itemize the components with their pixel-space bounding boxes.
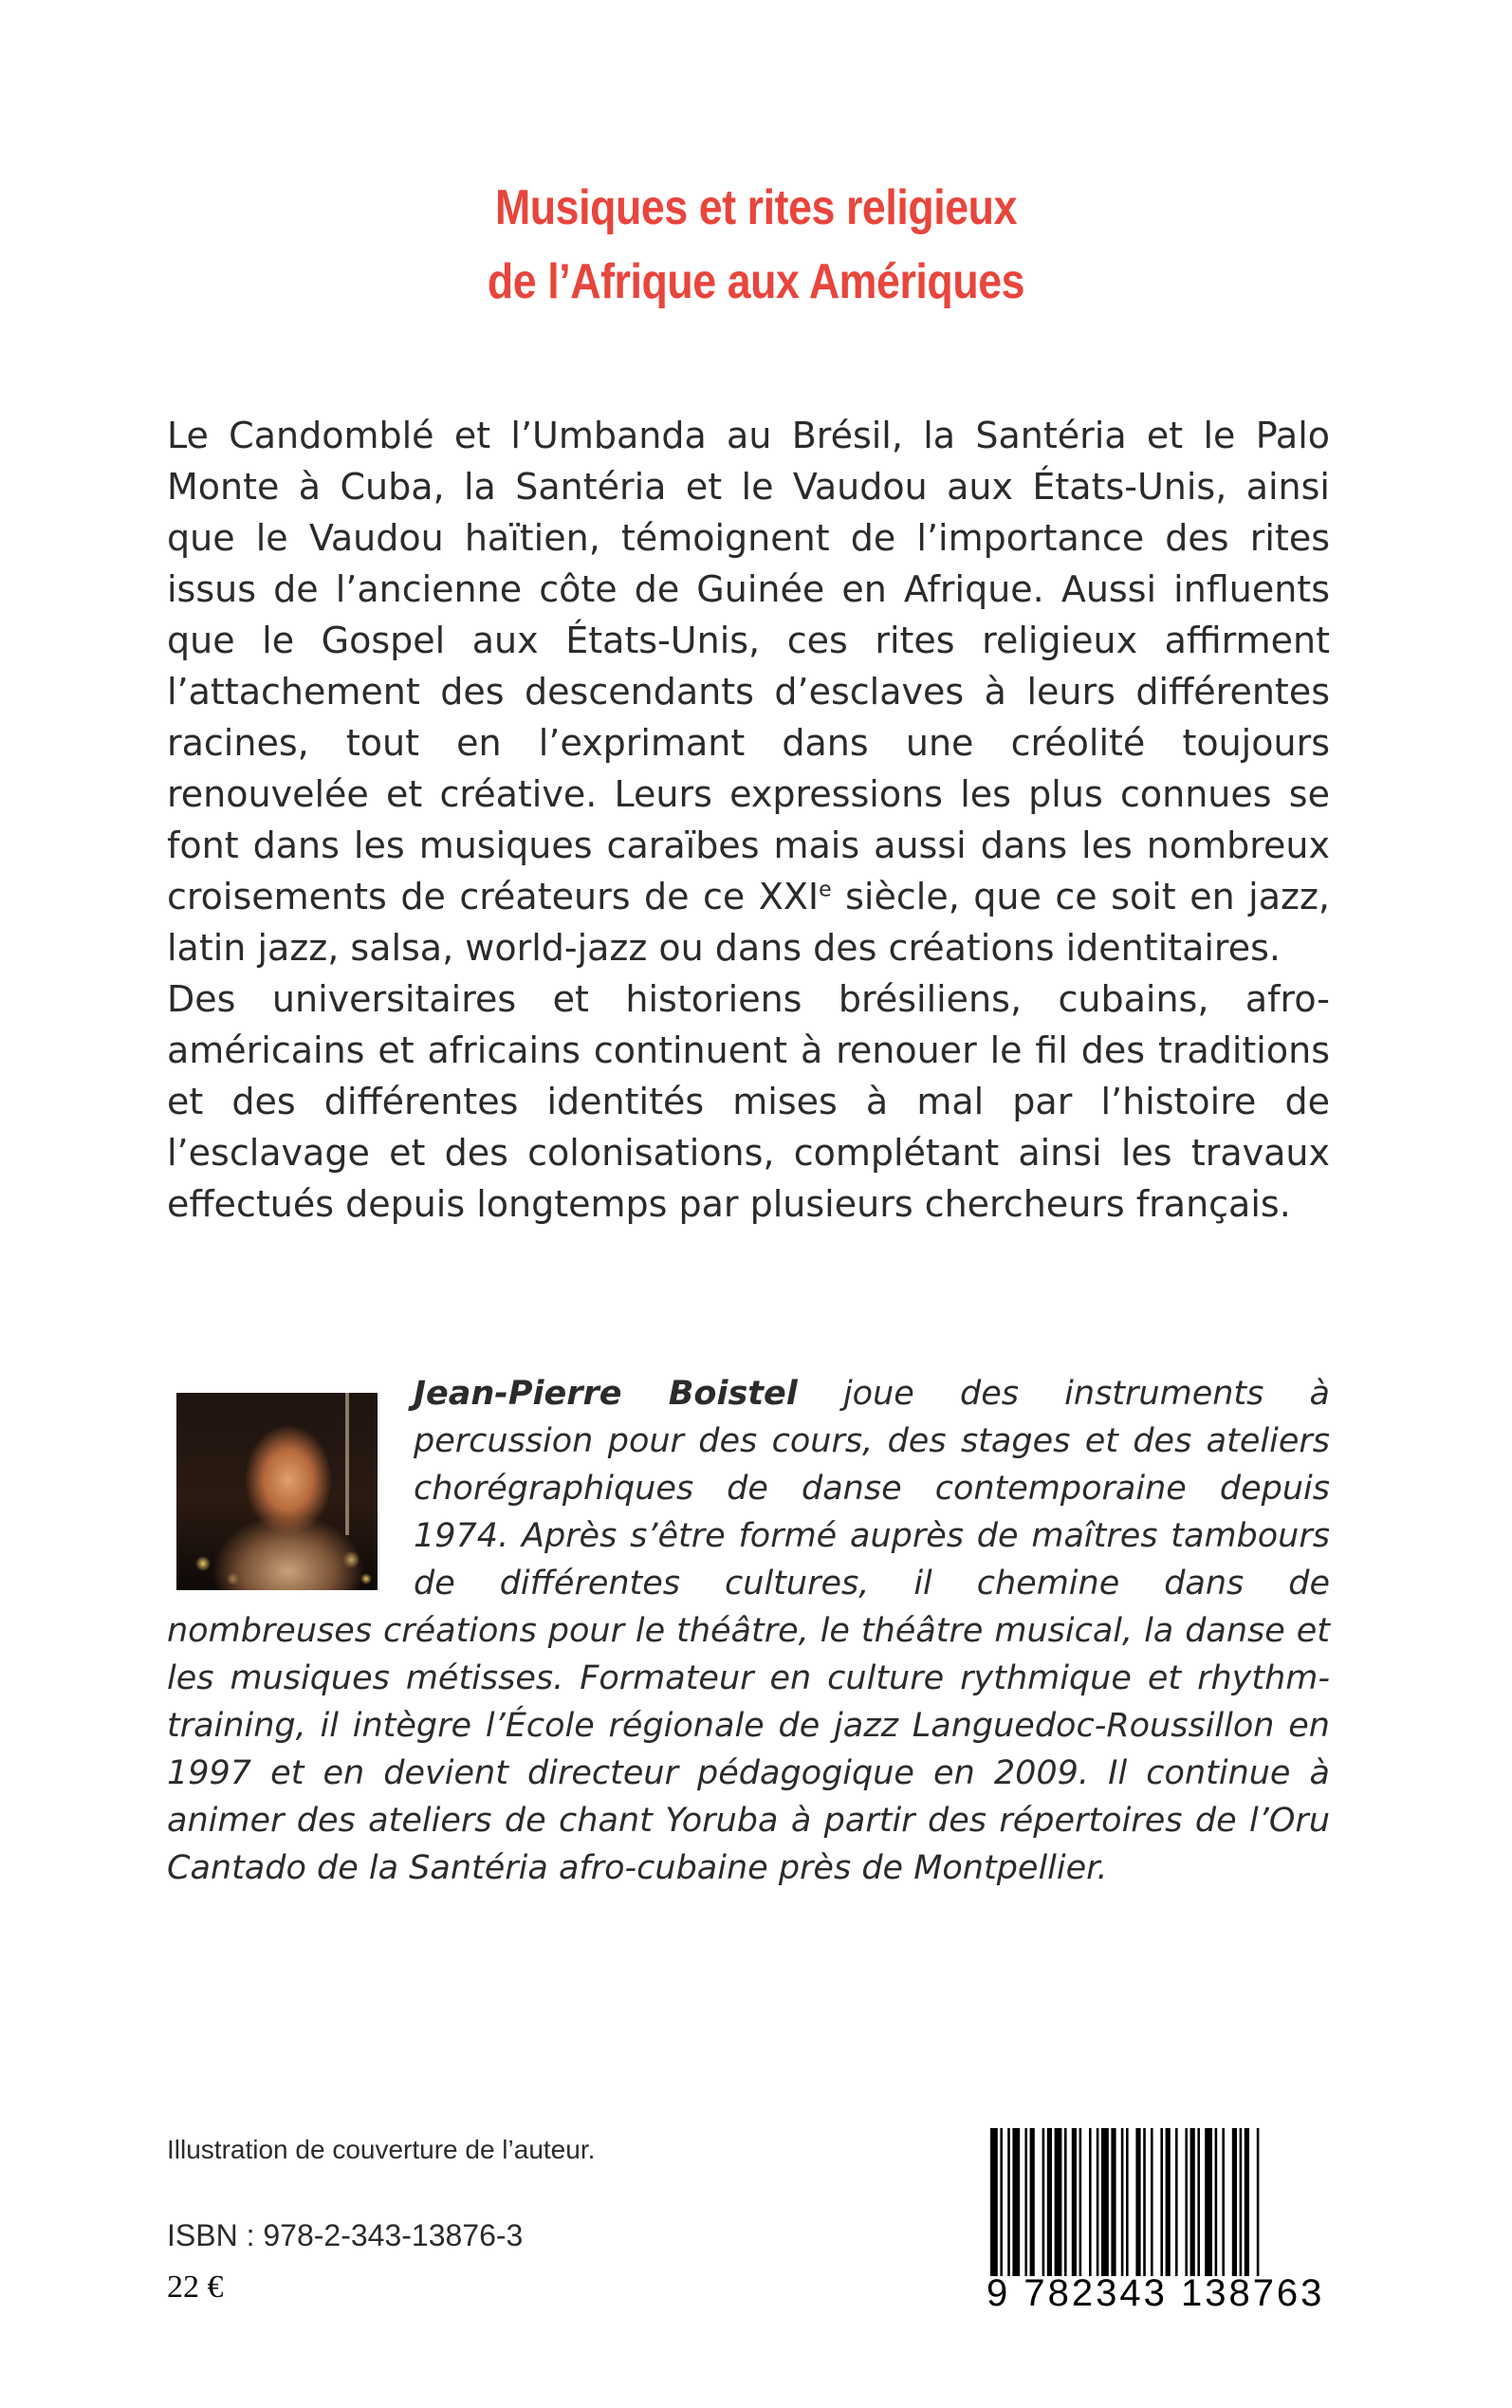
barcode-bar bbox=[1143, 2128, 1146, 2276]
barcode-bar bbox=[990, 2128, 998, 2276]
isbn: ISBN : 978-2-343-13876-3 bbox=[167, 2218, 524, 2252]
barcode-bar bbox=[1111, 2128, 1116, 2276]
barcode-bar bbox=[1240, 2128, 1243, 2276]
barcode-bar bbox=[1257, 2128, 1260, 2276]
barcode-bar bbox=[1205, 2128, 1212, 2276]
barcode-bar bbox=[1121, 2128, 1124, 2276]
barcode-bar bbox=[1215, 2128, 1218, 2276]
book-title bbox=[106, 171, 1407, 319]
barcode-bar bbox=[1197, 2128, 1200, 2276]
barcode-bar bbox=[1222, 2128, 1225, 2276]
barcode-bar bbox=[1047, 2128, 1052, 2276]
barcode bbox=[986, 2128, 1330, 2318]
barcode-bar bbox=[1151, 2128, 1153, 2276]
barcode-bar bbox=[1089, 2128, 1092, 2276]
author-bio bbox=[167, 1370, 1330, 1892]
barcode-bar bbox=[1232, 2128, 1237, 2276]
barcode-bar bbox=[1245, 2128, 1249, 2276]
barcode-bar bbox=[1024, 2128, 1027, 2276]
description-paragraph-1-start: Le Candomblé et l’Umbanda au Brésil, la Santéria et le Palo Monte à Cuba, la Santéria et le Vaudou aux États-Unis, ainsi que le Vaudou haïtien, témoignent de l’importance des rites issus de l’ancienne côte de Guinée en Afrique. Aussi influents que le Gospel aux États-Unis, ces rites religieux affirment l’attachement des descendants d’esclaves à leurs différentes racines, tout en l’exprimant dans une créolité toujours renouvelée et créative. Leurs expressions les plus connues se font dans les musiques caraïbes mais aussi dans les nombreux croisements de créateurs de ce XXI bbox=[167, 415, 1330, 917]
barcode-bar bbox=[1126, 2128, 1129, 2276]
barcode-bar bbox=[1166, 2128, 1171, 2276]
barcode-bar bbox=[1042, 2128, 1045, 2276]
barcode-bar bbox=[1072, 2128, 1077, 2276]
barcode-bar bbox=[1079, 2128, 1082, 2276]
title-line-2: de l’Afrique aux Amériques bbox=[487, 254, 1025, 309]
century-superscript: e bbox=[819, 878, 832, 902]
title-line-1: Musiques et rites religieux bbox=[494, 180, 1018, 235]
barcode-bar bbox=[1097, 2128, 1099, 2276]
book-description bbox=[167, 410, 1330, 1230]
barcode-bar bbox=[1064, 2128, 1067, 2276]
barcode-bar bbox=[1007, 2128, 1010, 2276]
barcode-bar bbox=[1055, 2128, 1062, 2276]
description-paragraph-1 bbox=[167, 410, 1330, 973]
price: 22 € bbox=[167, 2269, 224, 2305]
illustration-credit: Illustration de couverture de l’auteur. bbox=[167, 2135, 596, 2164]
barcode-bar bbox=[1000, 2128, 1003, 2276]
barcode-bar bbox=[1012, 2128, 1020, 2276]
barcode-bar bbox=[1135, 2128, 1140, 2276]
barcode-bar bbox=[1160, 2128, 1163, 2276]
barcode-digits: 9 782343 138763 bbox=[986, 2272, 1325, 2314]
description-paragraph-1-end: siècle, que ce soit en jazz, latin jazz, salsa, world-jazz ou dans des créations identitaires. bbox=[167, 876, 1330, 969]
author-bio-text: joue des instruments à percussion pour des cours, des stages et des ateliers chorégraphiques de danse contemporaine depuis 1974. Après s’être formé auprès de maîtres tambours de différentes cultures, il chemine dans de nombreuses créations pour le théâtre, le théâtre musical, la danse et les musiques métisses. Formateur en culture rythmique et rhythm-training, il intègre l’École régionale de jazz Languedoc-Roussillon en 1997 et en devient directeur pédagogique en 2009. Il continue à animer des ateliers de chant Yoruba à partir des répertoires de l’Oru Cantado de la Santéria afro-cubaine près de Montpellier. bbox=[167, 1375, 1331, 1887]
barcode-bar bbox=[1030, 2128, 1035, 2276]
barcode-bar bbox=[1190, 2128, 1195, 2276]
barcode-bar bbox=[1175, 2128, 1178, 2276]
author-name: Jean-Pierre Boistel bbox=[414, 1375, 798, 1413]
barcode-bar bbox=[1185, 2128, 1188, 2276]
description-paragraph-2: Des universitaires et historiens brésiliens, cubains, afro-américains et africains continuent à renouer le fil des traditions et des différentes identités mises à mal par l’histoire de l’esclavage et des colonisations, complétant ainsi les travaux effectués depuis longtemps par plusieurs chercheurs français. bbox=[167, 978, 1330, 1225]
photo-spacer bbox=[167, 1370, 414, 1607]
barcode-bar bbox=[1101, 2128, 1109, 2276]
barcode-bars bbox=[986, 2128, 1330, 2276]
